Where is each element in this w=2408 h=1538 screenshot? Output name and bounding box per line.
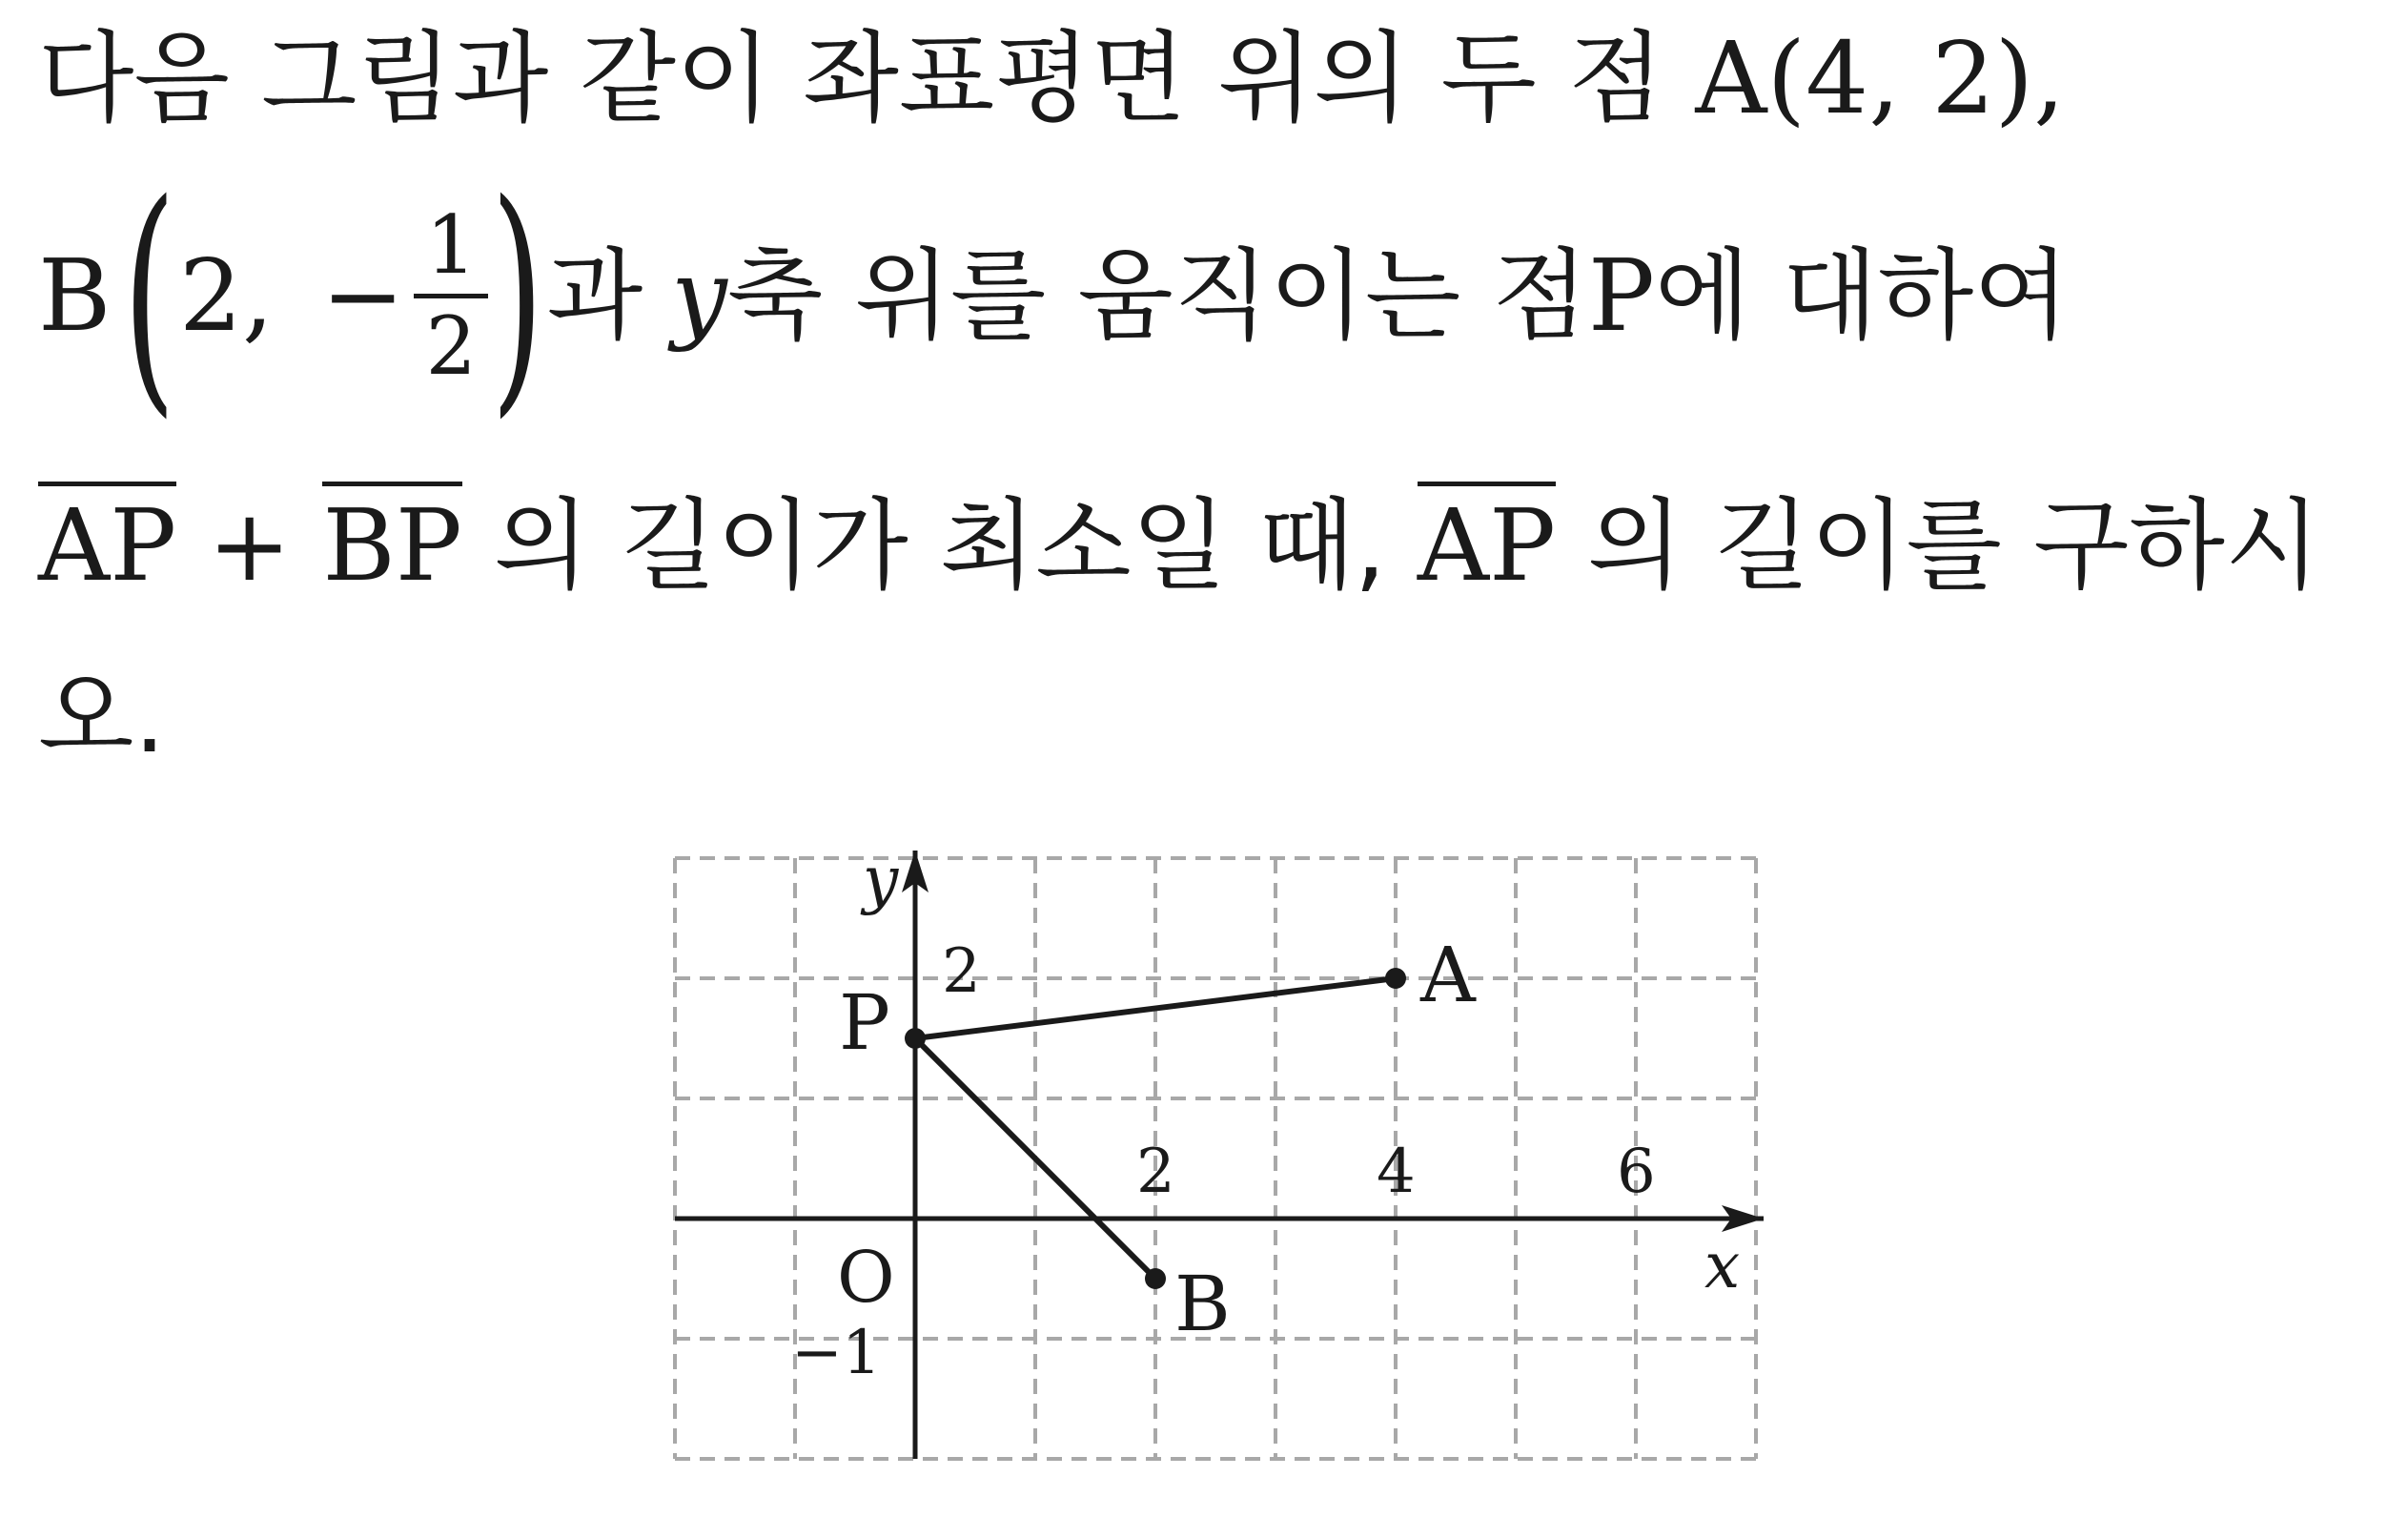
point-p-dot: [905, 1028, 926, 1049]
fraction-numerator: 1: [425, 198, 477, 293]
tick-label-y-neg1: −1: [791, 1318, 882, 1388]
tick-label-y-2: 2: [942, 936, 981, 1007]
problem-line-1-text: 다음 그림과 같이 좌표평면 위의 두 점: [38, 20, 1696, 136]
problem-line-3-text-a: 의 길이가 최소일 때,: [461, 487, 1418, 604]
problem-line-3-text-b: 의 길이를 구하시: [1555, 487, 2321, 604]
open-paren: (: [123, 152, 177, 440]
problem-line-2-text-b: 축 위를 움직이는 점: [726, 237, 1588, 354]
minus-sign: −: [321, 237, 405, 354]
point-b-label: B: [1174, 1260, 1231, 1348]
tick-label-x-2: 2: [1136, 1137, 1175, 1207]
y-axis-var: y: [671, 237, 727, 354]
point-b-dot: [1145, 1268, 1166, 1289]
segment-ap-2: AP: [1418, 482, 1556, 595]
segment-bp: BP: [322, 482, 461, 595]
point-a-coordinates: A(4, 2),: [1695, 20, 2066, 136]
tick-label-x-4: 4: [1377, 1137, 1416, 1207]
y-axis-label: y: [863, 843, 899, 916]
labels: [791, 843, 1740, 1388]
problem-line-2-text-a: 과: [546, 237, 643, 354]
point-p-name: P: [1587, 237, 1655, 354]
point-b-name: B: [38, 237, 112, 354]
point-b-x: 2,: [178, 237, 275, 354]
segment-ap: AP: [38, 482, 176, 595]
origin-label: O: [837, 1237, 895, 1319]
x-axis-label: x: [1704, 1229, 1741, 1302]
point-a-label: A: [1420, 931, 1476, 1019]
point-a-dot: [1385, 968, 1406, 989]
fraction-denominator: 2: [425, 298, 477, 393]
problem-line-4: 오.: [38, 659, 166, 775]
plus-sign: +: [176, 487, 323, 604]
problem-line-2-text-c: 에 대하여: [1654, 237, 2070, 354]
close-paren: ): [491, 152, 544, 440]
tick-label-x-6: 6: [1617, 1137, 1656, 1207]
point-p-label: P: [839, 978, 890, 1067]
